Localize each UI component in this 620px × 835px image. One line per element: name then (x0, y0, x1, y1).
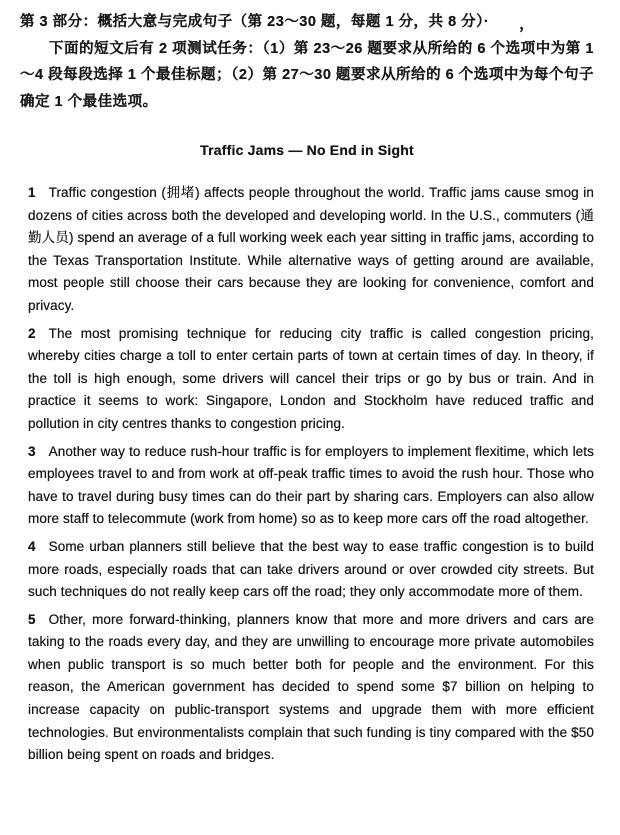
article-title: Traffic Jams — No End in Sight (200, 142, 414, 158)
section-title-line (20, 9, 594, 36)
stray-comma-mark: ， (519, 17, 535, 33)
paragraph-5 (28, 609, 594, 767)
paragraph-5-number: 5 (28, 611, 36, 627)
paragraph-2-text: The most promising technique for reducing city traffic is called congestion pricing, whereby cities charge a toll to enter certain parts of town at certain times of day. In theory, if the toll is high enough, some drivers will cancel their trips or go by bus or train. And in practice it seems to work: Singapore, London and Stockholm have reduced traffic and pollution in city centres thanks to congestion pricing. (28, 325, 594, 431)
paragraph-2 (28, 323, 594, 436)
paragraph-5-text: Other, more forward-thinking, planners know that more and more drivers and cars are taking to the roads every day, and they are unwilling to encourage more private automobiles when public transport is so much better both for people and the environment. For this reason, the American government has decided to spend some $7 billion on helping to increase capacity on public-transport systems and upgrade them with more efficient technologies. But environmentalists complain that such funding is tiny compared with the $50 billion being spent on roads and bridges. (28, 611, 594, 763)
paragraph-4-text: Some urban planners still believe that the best way to ease traffic congestion is to build more roads, especially roads that can take drivers around or over crowded city streets. But such techniques do not really keep cars off the road; they only accommodate more of them. (28, 538, 594, 600)
exam-header (20, 9, 594, 115)
task-instructions: 下面的短文后有 2 项测试任务：（1）第 23～26 题要求从所给的 6 个选项中为第 1～4 段每段选择 1 个最佳标题；（2）第 27～30 题要求从所给的 6 个选项中为每个句子确定 1 个最佳选项。 (20, 40, 594, 110)
paragraph-1-text: Traffic congestion (拥堵) affects people throughout the world. Traffic jams cause smog in dozens of cities across both the developed and developing world. In the U.S., commuters (通勤人员) spend an average of a full working week each year sitting in traffic jams, according to the Texas Transportation Institute. While alternative ways of getting around are available, most people still choose their cars because they are looking for convenience, comfort and privacy. (28, 185, 594, 313)
paragraph-3 (28, 441, 594, 531)
paragraph-4 (28, 536, 594, 604)
paragraph-4-number: 4 (28, 538, 36, 554)
article-body (28, 182, 594, 767)
paragraph-1-number: 1 (28, 185, 36, 200)
paragraph-1 (28, 182, 594, 318)
paragraph-3-text: Another way to reduce rush-hour traffic is for employers to implement flexitime, which lets employees travel to and from work at off-peak traffic times to avoid the rush hour. Those who have to travel during busy times can do their part by sharing cars. Employers can also allow more staff to telecommute (work from home) so as to keep more cars off the road altogether. (28, 443, 594, 527)
section-title: 第 3 部分：概括大意与完成句子（第 23～30 题，每题 1 分，共 8 分）· (20, 14, 490, 30)
paragraph-2-number: 2 (28, 325, 36, 341)
paragraph-3-number: 3 (28, 443, 36, 459)
